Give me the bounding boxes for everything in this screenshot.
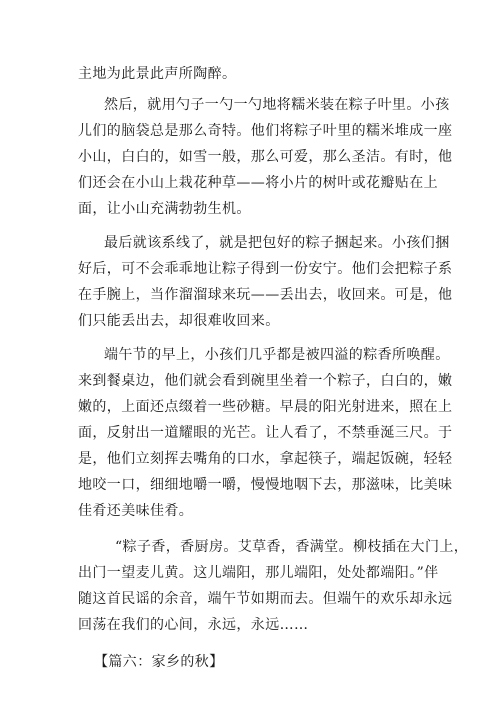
text-line: 儿们的脑袋总是那么奇特。他们将粽子叶里的糯米堆成一座: [78, 123, 453, 139]
text-line: 地咬一口，细细地嚼一嚼，慢慢地咽下去，那滋味，比美味: [78, 477, 453, 493]
text-line: 然后，就用勺子一勺一勺地将糯米装在粽子叶里。小孩: [104, 97, 450, 113]
text-line: 面，反射出一道耀眼的光芒。让人看了，不禁垂涎三尺。于: [78, 425, 453, 441]
text-line: 是，他们立刻挥去嘴角的口水，拿起筷子，端起饭碗，轻轻: [78, 451, 453, 467]
text-line: 小山，白白的，如雪一般，那么可爱，那么圣洁。有时，他: [78, 149, 453, 165]
text-line: 回荡在我们的心间，永远，永远……: [78, 617, 309, 633]
text-line: 在手腕上，当作溜溜球来玩——丢出去，收回来。可是，他: [78, 287, 453, 303]
section-heading: 【篇六：家乡的秋】: [94, 654, 224, 670]
text-line: 们只能丢出去，却很难收回来。: [78, 313, 280, 329]
text-line: 面，让小山充满勃勃生机。: [78, 201, 251, 217]
text-line: 佳肴还美味佳肴。: [78, 503, 194, 519]
text-line: 来到餐桌边，他们就会看到碗里坐着一个粽子，白白的，嫩: [78, 373, 453, 389]
text-line: 出门一望麦儿黄。这儿端阳，那儿端阳，处处都端阳。”伴: [78, 565, 439, 581]
text-line: 嫩的，上面还点缀着一些砂糖。早晨的阳光射进来，照在上: [78, 399, 453, 415]
text-line: “粽子香，香厨房。艾草香，香满堂。柳枝插在大门上，: [115, 539, 469, 555]
text-line: 好后，可不会乖乖地让粽子得到一份安宁。他们会把粽子系: [78, 261, 453, 277]
text-line: 随这首民谣的余音，端午节如期而去。但端午的欢乐却永远: [78, 591, 453, 607]
text-line: 端午节的早上，小孩们几乎都是被四溢的粽香所唤醒。: [104, 347, 450, 363]
text-line: 最后就该系线了，就是把包好的粽子捆起来。小孩们捆: [104, 235, 450, 251]
text-line: 主地为此景此声所陶醉。: [78, 66, 237, 82]
text-line: 们还会在小山上栽花种草——将小片的树叶或花瓣贴在上: [78, 175, 438, 191]
